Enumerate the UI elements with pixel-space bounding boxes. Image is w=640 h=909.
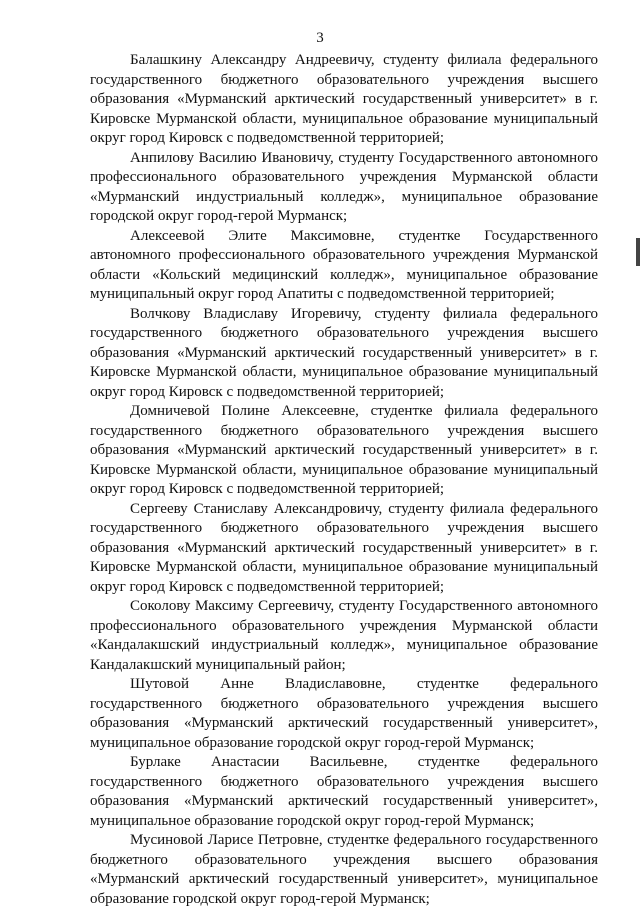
paragraph-domnicheva: Домничевой Полине Алексеевне, студентке филиала федерального государственного бюджетного образовательного учреждения высшего образования «Мурманский арктический государственный университет» в г. Кировске Мурманской области, муниципальное образование муниципальный округ город Кировск с подведомственной территорией;	[90, 403, 598, 497]
scan-edge-mark	[636, 238, 640, 266]
paragraph-shutova: Шутовой Анне Владиславовне, студентке федерального государственного бюджетного образовательного учреждения высшего образования «Мурманский арктический государственный университет», муниципальное образование городской округ город-герой Мурманск;	[90, 676, 598, 751]
paragraph-balashkin: Балашкину Александру Андреевичу, студенту филиала федерального государственного бюджетного образовательного учреждения высшего образования «Мурманский арктический государственный университет» в г. Кировске Мурманской области, муниципальное образование муниципальный округ город Кировск с подведомственной территорией;	[90, 52, 598, 146]
paragraph-alekseeva: Алексеевой Элите Максимовне, студентке Государственного автономного профессионального образовательного учреждения Мурманской области «Кольский медицинский колледж», муниципальное образование муниципальный округ город Апатиты с подведомственной территорией;	[90, 227, 598, 302]
paragraph-burlaka: Бурлаке Анастасии Васильевне, студентке федерального государственного бюджетного образовательного учреждения высшего образования «Мурманский арктический государственный университет», муниципальное образование городской округ город-герой Мурманск;	[90, 754, 598, 829]
paragraph-sokolov: Соколову Максиму Сергеевичу, студенту Государственного автономного профессионального образовательного учреждения Мурманской области «Кандалакшский индустриальный колледж», муниципальное образование Кандалакшский муниципальный район;	[90, 598, 598, 673]
page-number: 3	[316, 30, 324, 46]
paragraph-volchkov: Волчкову Владиславу Игоревичу, студенту филиала федерального государственного бюджетного образовательного учреждения высшего образования «Мурманский арктический государственный университет» в г. Кировске Мурманской области, муниципальное образование муниципальный округ город Кировск с подведомственной территорией;	[90, 305, 598, 400]
paragraph-sergeev: Сергееву Станиславу Александровичу, студенту филиала федерального государственного бюджетного образовательного учреждения высшего образования «Мурманский арктический государственный университет» в г. Кировске Мурманской области, муниципальное образование муниципальный округ город Кировск с подведомственной территорией;	[90, 500, 598, 595]
paragraph-musinova: Мусиновой Ларисе Петровне, студентке федерального государственного бюджетного образовательного учреждения высшего образования «Мурманский арктический государственный университет», муниципальное образование городской округ город-герой Мурманск;	[90, 832, 598, 907]
paragraph-anpilov: Анпилову Василию Ивановичу, студенту Государственного автономного профессионального образовательного учреждения Мурманской области «Мурманский индустриальный колледж», муниципальное образование городской округ город-герой Мурманск;	[90, 149, 598, 224]
document-body	[90, 51, 598, 909]
